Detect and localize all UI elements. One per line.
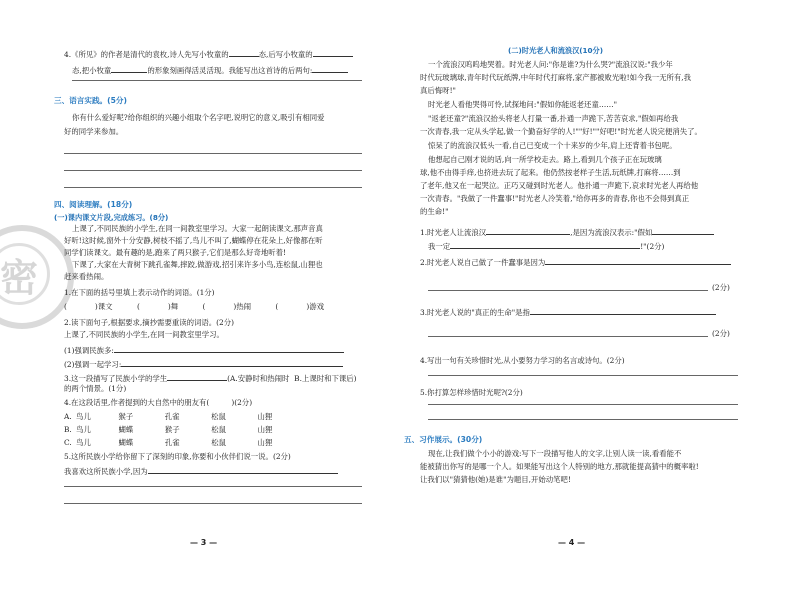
answer-line[interactable] xyxy=(428,375,738,376)
question-2: 2.读下面句子,根据要求,摘抄需要重读的词语。(2分) xyxy=(64,318,235,327)
question-3: 3.这一段描写了民族小学的学生 (A.安静时和热闹时 B.上课时和下课后) xyxy=(64,374,357,383)
question-1: 1.在下面的括号里填上表示动作的词语。(1分) xyxy=(64,288,215,297)
q4-option-a[interactable]: A. 鸟儿 猴子 孔雀 松鼠 山狸 xyxy=(64,412,273,421)
q4-option-c[interactable]: C. 鸟儿 蝴蝶 孔雀 松鼠 山狸 xyxy=(64,438,273,447)
passage-line: 好听!这时候,窗外十分安静,树枝不摇了,鸟儿不叫了,蝴蝶停在花朵上,好像都在听 xyxy=(64,236,323,245)
q4-option-b[interactable]: B. 鸟儿 蝴蝶 猴子 松鼠 山狸 xyxy=(64,425,273,434)
blank[interactable] xyxy=(312,64,348,73)
answer-line[interactable] xyxy=(72,80,362,81)
blank[interactable] xyxy=(148,465,338,474)
blank[interactable] xyxy=(229,48,259,57)
passage-line: 时光老人看他哭得可怜,试探地问:"假如你能返老还童……" xyxy=(428,100,618,109)
answer-line[interactable] xyxy=(64,153,362,154)
q2-part1: (1)强调民族多: xyxy=(64,344,344,356)
passage-line: 球,他不由得手痒,也挤进去玩了起来。他仍然按老样子生活,玩纸牌,打麻将……到 xyxy=(420,168,681,177)
q1-options: ( )课文 ( )舞 ( )热闹 ( )游戏 xyxy=(64,302,324,311)
passage-line: 真后悔呀!" xyxy=(420,86,456,95)
blank[interactable] xyxy=(121,358,343,367)
answer-line[interactable] xyxy=(64,187,362,188)
passage-line: 一次青春。"我做了一件蠢事!"时光老人冷笑着,"给你再多的青春,你也不会得到真正 xyxy=(420,194,690,203)
q2-part2: (2)强调一起学习: xyxy=(64,358,343,370)
section-5-title: 五、习作展示。(30分) xyxy=(404,435,483,444)
writing-prompt-line: 现在,让我们做个小小的游戏:写下一段描写他人的文字,让别人读一读,看看能不 xyxy=(428,449,682,458)
q4-line2: 态,把小牧童 的形象刻画得活灵活现。我能写出这首诗的后两句: xyxy=(72,64,348,76)
passage-line: 一次青春,我一定从头学起,做一个勤奋好学的人!""好!""好吧!"时光老人说完便消失了。 xyxy=(420,127,702,136)
page-number: — 3 — xyxy=(190,538,218,547)
stamp-character: 密 xyxy=(0,243,50,305)
answer-line[interactable] xyxy=(64,503,362,504)
right-page xyxy=(400,0,800,590)
blank[interactable] xyxy=(530,306,716,315)
passage-line: 上课了,不同民族的小学生,在同一间教室里学习。大家一起朗读课文,那声音真 xyxy=(72,224,323,233)
passage-line: 同学们读课文。最有趣的是,跑来了两只猴子,它们是那么好奇地听着! xyxy=(64,248,286,257)
question-1: 1.时光老人让流浪汉 ,是因为流浪汉表示:"假如 xyxy=(420,226,714,238)
question-5: 5.你打算怎样珍惜时光呢?(2分) xyxy=(420,388,523,397)
q5-starter: 我喜欢这所民族小学,因为 xyxy=(64,465,338,477)
page-number: — 4 — xyxy=(558,538,586,547)
answer-line[interactable] xyxy=(428,404,738,405)
section-4-title: 四、阅读理解。(18分) xyxy=(54,200,133,209)
passage-line: 了老年,他又在一起哭泣。正巧又碰到时光老人。他扑通一声跪下,哀求时光老人再给他 xyxy=(420,181,699,190)
question-4: 4.在这段话里,作者提到的大自然中的朋友有( )(2分) xyxy=(64,398,253,407)
sec3-text: 你有什么爱好呢?给你组织的兴趣小组取个名字吧,说明它的意义,吸引有相同爱 xyxy=(72,113,325,122)
writing-prompt-line: 能被猜出你写的是哪一个人。如果能写出这个人特别的地方,那就能提高猜中的概率啦! xyxy=(420,462,699,471)
answer-line[interactable] xyxy=(428,419,738,420)
section-3-title: 三、语言实践。(5分) xyxy=(54,96,127,105)
q3-tail: 的两个情景。(1分) xyxy=(64,384,127,393)
passage-line: 一个流浪汉呜呜地哭着。时光老人问:"你是谁?为什么哭?"流浪汉说:"我少年 xyxy=(428,60,673,69)
blank[interactable] xyxy=(652,226,714,235)
passage-line: 赶来看热闹。 xyxy=(64,272,109,281)
q4-line1: 4.《所见》的作者是清代的袁枚,诗人先写小牧童的 态,后写小牧童的 xyxy=(64,48,353,60)
blank[interactable] xyxy=(167,372,227,381)
blank[interactable] xyxy=(111,64,147,73)
confidential-stamp xyxy=(0,225,74,329)
passage-line: 时代玩玻璃球,青年时代玩纸牌,中年时代打麻将,家产都被败光啦!如今我一无所有,我 xyxy=(420,73,692,82)
answer-line[interactable] xyxy=(64,170,362,171)
question-2: 2.时光老人说自己做了一件蠢事是因为 xyxy=(420,256,731,268)
answer-line[interactable] xyxy=(64,486,362,487)
answer-line[interactable] xyxy=(428,336,708,337)
passage-line: 惊呆了的流浪汉低头一看,自己已变成一个十来岁的少年,肩上还背着书包呢。 xyxy=(428,141,677,150)
passage-line: 他想起自己刚才说的话,向一所学校走去。路上,看到几个孩子正在玩玻璃 xyxy=(428,155,662,164)
passage-line: "返老还童?"流浪汉抬头将老人打量一番,扑通一声跪下,苦苦哀求,"假如再给我 xyxy=(428,114,679,123)
passage-line: 下课了,大家在大青树下跳孔雀舞,摔跤,做游戏,招引来许多小鸟,连松鼠,山狸也 xyxy=(72,260,323,269)
sec3-text: 好的同学来参加。 xyxy=(64,127,124,136)
blank[interactable] xyxy=(545,256,731,265)
q2-sentence: 上课了,不同民族的小学生,在同一间教室里学习。 xyxy=(64,330,224,339)
q3-score: (2分) xyxy=(712,329,730,338)
question-4: 4.写出一句有关珍惜时光,从小要努力学习的名言或诗句。(2分) xyxy=(420,356,625,365)
passage-line: 的生命!" xyxy=(420,207,449,216)
question-3: 3.时光老人说的"真正的生命"是指 xyxy=(420,306,716,318)
answer-line[interactable] xyxy=(428,290,708,291)
blank[interactable] xyxy=(313,48,353,57)
reading-2-title: (二)时光老人和流浪汉(10分) xyxy=(508,46,604,55)
reading-1-title: (一)课内课文片段,完成练习。(8分) xyxy=(54,213,169,222)
question-5: 5.这所民族小学给你留下了深刻的印象,你要和小伙伴们说一说。(2分) xyxy=(64,452,291,461)
blank[interactable] xyxy=(114,344,344,353)
q2-score: (2分) xyxy=(712,283,730,292)
writing-prompt-line: 让我们以"猜猜他(她)是谁"为题目,开始动笔吧! xyxy=(420,475,571,484)
blank[interactable] xyxy=(486,226,570,235)
q1-line2: 我一定 !"(2分) xyxy=(428,242,665,251)
blank[interactable] xyxy=(450,240,640,249)
